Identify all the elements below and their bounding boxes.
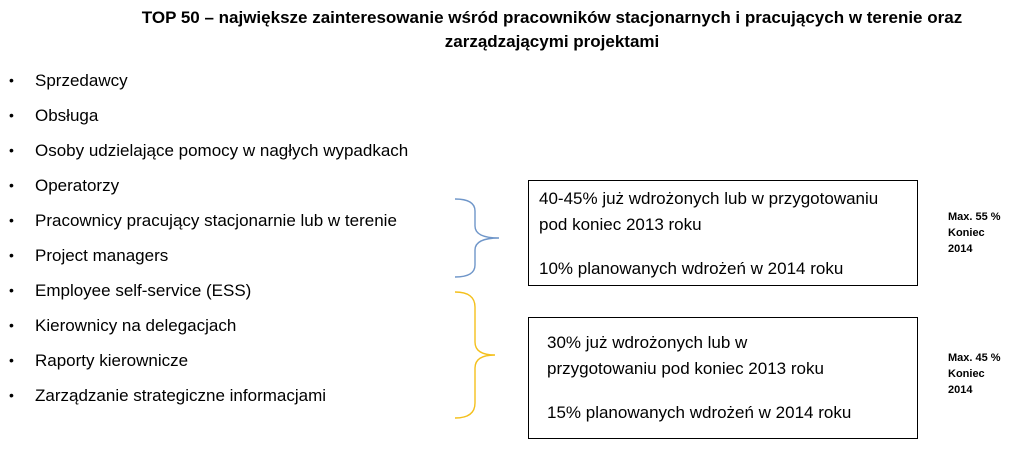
- bullet-item-operatorzy: [0, 172, 408, 207]
- info-box-spacer: [539, 238, 909, 256]
- curly-brace-top-path: [455, 199, 499, 277]
- bullet-marker: •: [9, 247, 14, 263]
- slide-title: [112, 6, 992, 54]
- info-box-bottom: [528, 317, 918, 439]
- side-note-top-year: 2014: [948, 243, 973, 255]
- curly-brace-icon-top: [450, 196, 506, 280]
- bullet-text: Pracownicy pracujący stacjonarnie lub w terenie: [35, 211, 397, 230]
- bullet-text: Raporty kierownicze: [35, 351, 189, 370]
- side-note-top-koniec: Koniec: [948, 227, 985, 239]
- bullet-text: Kierownicy na delegacjach: [35, 316, 237, 335]
- slide-title-line-1: TOP 50 – największe zainteresowanie wśród pracowników stacjonarnych i pracujących w terenie oraz: [141, 8, 963, 27]
- info-box-bottom-line-3: 15% planowanych wdrożeń w 2014 roku: [547, 403, 852, 422]
- bullet-marker: •: [9, 352, 14, 368]
- bullet-marker: •: [9, 142, 14, 158]
- side-note-bottom: [948, 350, 1001, 398]
- bullet-item-pracownicy-w-terenie: [0, 207, 408, 242]
- info-box-bottom-line-2: przygotowaniu pod koniec 2013 roku: [547, 359, 824, 378]
- bullet-marker: •: [9, 72, 14, 88]
- bullet-marker: •: [9, 107, 14, 123]
- bullet-text: Operatorzy: [35, 176, 120, 195]
- bullet-marker: •: [9, 177, 14, 193]
- bullet-marker: •: [9, 212, 14, 228]
- bullet-text: Zarządzanie strategiczne informacjami: [35, 386, 327, 405]
- side-note-bottom-koniec: Koniec: [948, 368, 985, 380]
- bullet-item-raporty-kierownicze: [0, 347, 408, 382]
- slide-title-line-2: zarządzającymi projektami: [444, 32, 660, 51]
- info-box-bottom-line-1: 30% już wdrożonych lub w: [547, 333, 748, 352]
- side-note-bottom-year: 2014: [948, 384, 973, 396]
- info-box-spacer: [547, 382, 909, 400]
- side-note-top-max: Max. 55 %: [948, 211, 1001, 223]
- side-note-bottom-max: Max. 45 %: [948, 352, 1001, 364]
- curly-brace-icon-bottom: [450, 289, 506, 421]
- bullet-item-project-managers: [0, 242, 408, 277]
- bullet-item-zarzadzanie-strategiczne: [0, 382, 408, 417]
- info-box-top-line-2: pod koniec 2013 roku: [539, 215, 702, 234]
- curly-brace-bottom-path: [455, 292, 495, 418]
- bullet-item-kierownicy-na-delegacjach: [0, 312, 408, 347]
- side-note-top: [948, 209, 1001, 257]
- bullet-marker: •: [9, 317, 14, 333]
- bullet-item-osoby-udzielajace-pomocy: [0, 137, 408, 172]
- bullet-item-employee-self-service: [0, 277, 408, 312]
- bullet-text: Project managers: [35, 246, 169, 265]
- bullet-item-obsluga: [0, 102, 408, 137]
- bullet-text: Osoby udzielające pomocy w nagłych wypadkach: [35, 141, 409, 160]
- info-box-top-line-1: 40-45% już wdrożonych lub w przygotowaniu: [539, 189, 879, 208]
- info-box-top: [528, 180, 918, 286]
- bullet-list: [0, 67, 408, 417]
- bullet-marker: •: [9, 282, 14, 298]
- bullet-text: Employee self-service (ESS): [35, 281, 252, 300]
- bullet-text: Sprzedawcy: [35, 71, 128, 90]
- bullet-marker: •: [9, 387, 14, 403]
- bullet-item-sprzedawcy: [0, 67, 408, 102]
- bullet-text: Obsługa: [35, 106, 99, 125]
- info-box-top-line-3: 10% planowanych wdrożeń w 2014 roku: [539, 259, 844, 278]
